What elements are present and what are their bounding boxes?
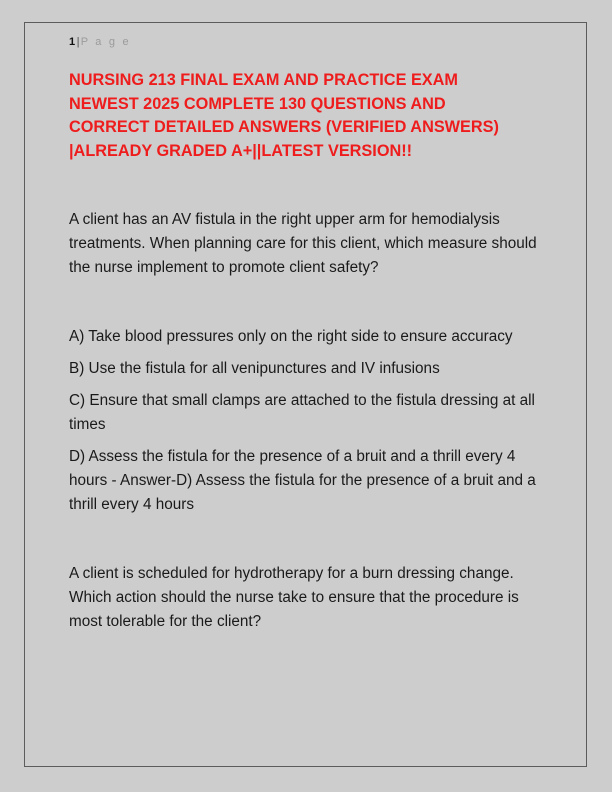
page-header-separator: |	[76, 36, 80, 48]
question-1-stem: A client has an AV fistula in the right upper arm for hemodialysis treatments. When planning care for this client, which measure should the nurse implement to promote client safety?	[69, 211, 537, 276]
title-body-spacer	[69, 163, 539, 208]
document-title: NURSING 213 FINAL EXAM AND PRACTICE EXAM NEWEST 2025 COMPLETE 130 QUESTIONS AND CORRECT DETAILED ANSWERS (VERIFIED ANSWERS) |ALREADY GRADED A+||LATEST VERSION!!	[69, 71, 499, 160]
question-1-option-d-with-answer: D) Assess the fistula for the presence of a bruit and a thrill every 4 hours - Answer-D) Assess the fistula for the presence of a bruit and a thrill every 4 hours	[69, 448, 536, 513]
question-1-option-c: C) Ensure that small clamps are attached to the fistula dressing at all times	[69, 392, 535, 433]
page-header	[69, 35, 539, 49]
question-1-option-a: A) Take blood pressures only on the right side to ensure accuracy	[69, 328, 513, 345]
question-1-options-spacer	[69, 280, 539, 325]
document-content-area	[69, 35, 539, 634]
question-2-spacer	[69, 517, 539, 562]
document-page-frame	[24, 22, 587, 767]
page-number: 1	[69, 36, 76, 48]
page-header-label: P a g e	[80, 36, 131, 48]
question-2-stem: A client is scheduled for hydrotherapy for a burn dressing change. Which action should the nurse take to ensure that the procedure is most tolerable for the client?	[69, 565, 519, 630]
question-1-option-b: B) Use the fistula for all venipunctures and IV infusions	[69, 360, 440, 377]
